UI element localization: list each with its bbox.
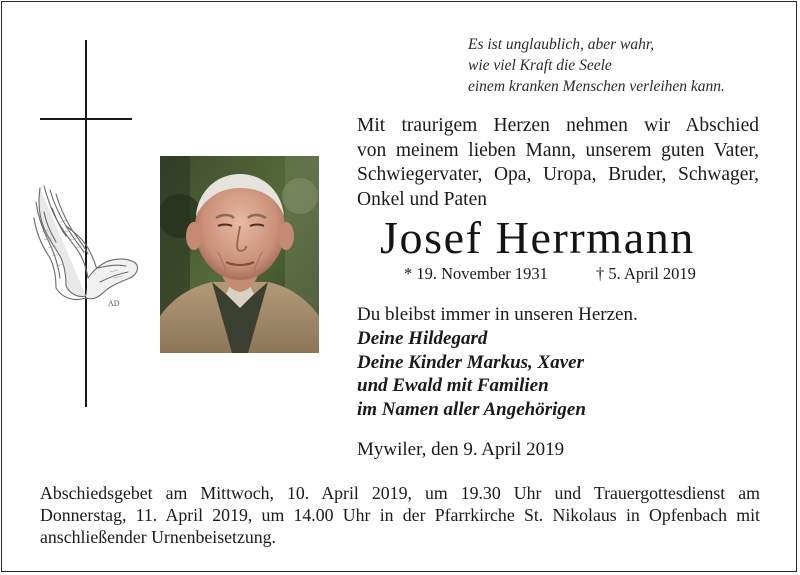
portrait-photo [160,156,319,353]
quote-line: einem kranken Menschen verleihen kann. [468,78,725,95]
intro-line: Schwiegervater, Opa, Uropa, Bruder, Schwager, [357,164,759,185]
quote [468,34,725,97]
place-date: Mywiler, den 9. April 2019 [357,439,565,460]
intro-line: Mit traurigem Herzen nehmen wir Abschied [357,115,759,136]
intro-text [357,114,759,212]
mourner-line: im Namen aller Angehörigen [357,398,586,420]
quote-line: wie viel Kraft die Seele [468,57,612,74]
artist-mark: AD [108,299,120,308]
mourners-list [357,327,586,421]
mourner-line: Deine Kinder Markus, Xaver [357,351,584,373]
mourner-line: Deine Hildegard [357,328,488,349]
service-details [40,482,760,548]
quote-line: Es ist unglaublich, aber wahr, [468,36,655,53]
service-line: anschließender Urnenbeisetzung. [40,527,277,547]
cross-horizontal-bar [40,118,132,120]
remembrance-text: Du bleibst immer in unseren Herzen. [357,304,638,325]
intro-line: von meinem lieben Mann, unserem guten Vater, [357,139,759,161]
mourner-line: und Ewald mit Familien [357,375,549,396]
praying-hands-icon [30,182,142,310]
service-line: Abschiedsgebet am Mittwoch, 10. April 2019, um 19.30 Uhr und Trauergottesdienst am [40,483,760,503]
service-line: Donnerstag, 11. April 2019, um 14.00 Uhr in der Pfarrkirche St. Nikolaus in Opfenbach mit [40,505,760,525]
birth-date: * 19. November 1931 [404,264,548,283]
death-date: † 5. April 2019 [596,264,696,283]
deceased-name: Josef Herrmann [380,212,695,263]
intro-line: Onkel und Paten [357,188,487,210]
